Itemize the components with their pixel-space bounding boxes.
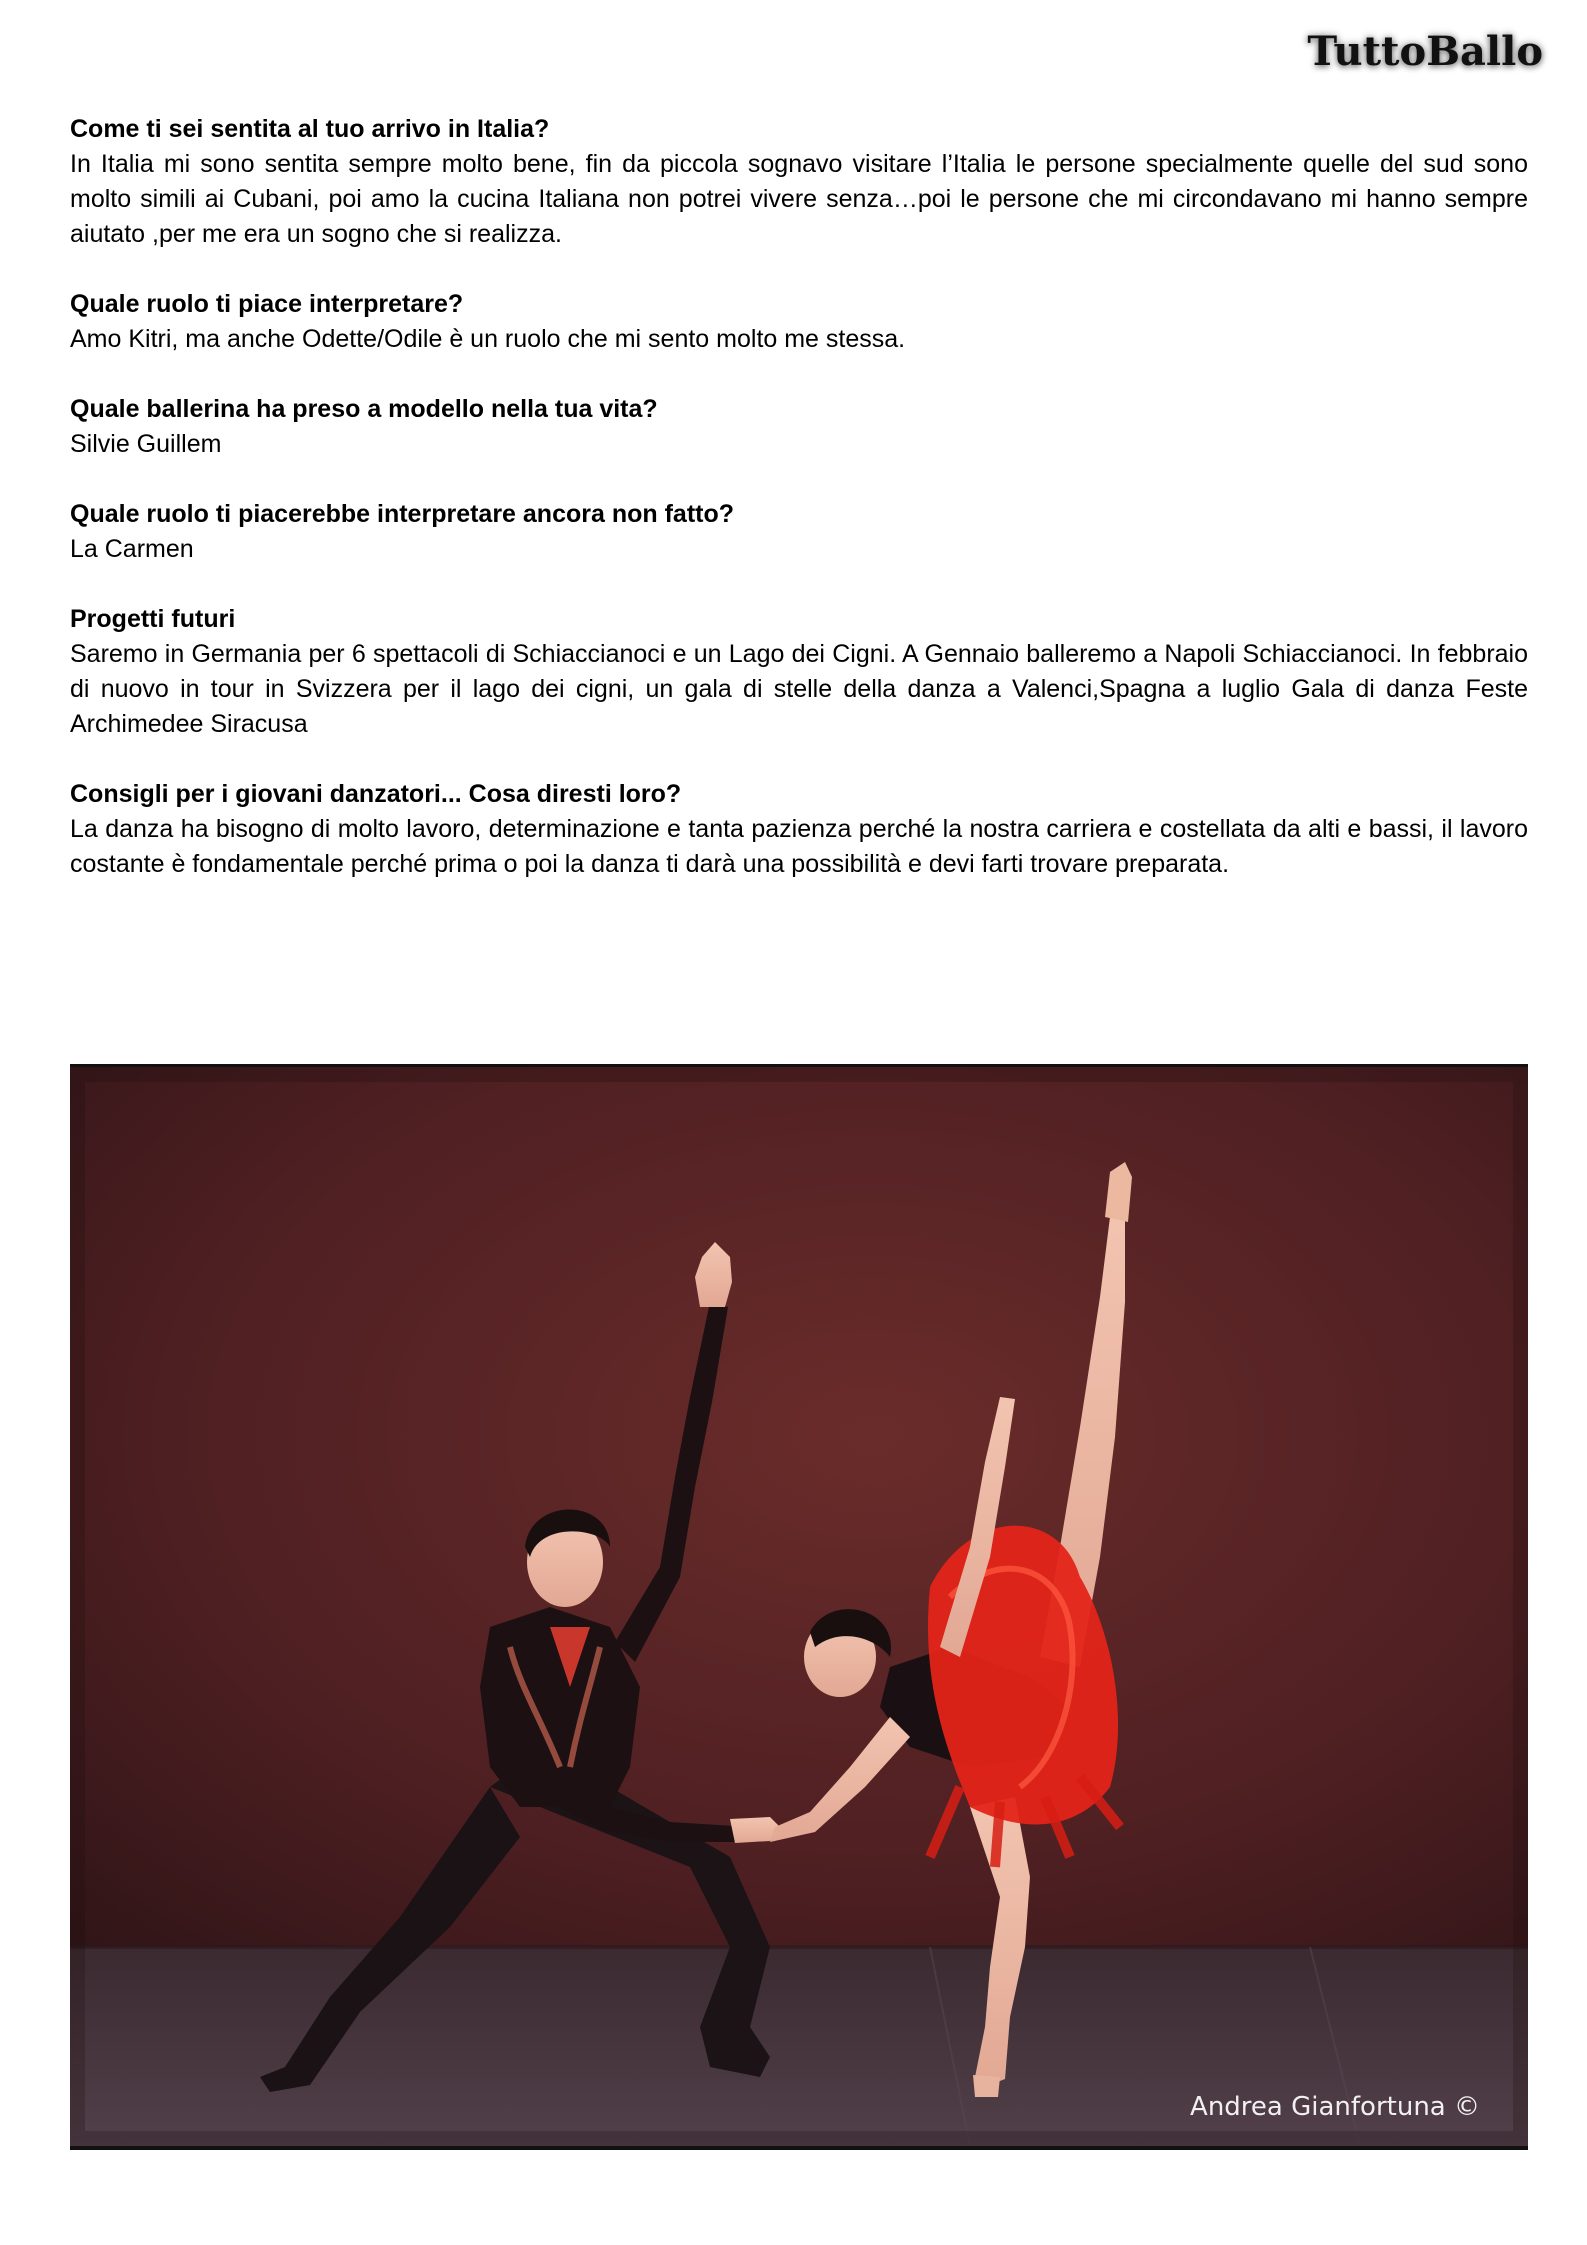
stage-backdrop <box>70 1067 1528 1987</box>
answer: Silvie Guillem <box>70 430 222 458</box>
question: Quale ruolo ti piace interpretare? <box>70 290 464 318</box>
interview-content <box>70 112 1528 917</box>
question: Consigli per i giovani danzatori... Cosa diresti loro? <box>70 780 682 808</box>
answer: Amo Kitri, ma anche Odette/Odile è un ruolo che mi sento molto me stessa. <box>70 325 906 353</box>
qa-item-role-model <box>70 392 1528 462</box>
ballet-dancers-illustration <box>70 1067 1528 2146</box>
photo-credit: Andrea Gianfortuna © <box>1190 2092 1480 2122</box>
site-logo: TuttoBallo <box>1307 28 1543 75</box>
answer: Saremo in Germania per 6 spettacoli di Schiaccianoci e un Lago dei Cigni. A Gennaio balleremo a Napoli Schiaccianoci. In febbraio di nuovo in tour in Svizzera per il lago dei cigni, un gala di stelle della danza a Valenci,Spagna a luglio Gala di danza Feste Archimedee Siracusa <box>70 640 1528 738</box>
qa-item-favorite-role <box>70 287 1528 357</box>
qa-item-advice <box>70 777 1528 882</box>
answer: In Italia mi sono sentita sempre molto bene, fin da piccola sognavo visitare l’Italia le persone specialmente quelle del sud sono molto simili ai Cubani, poi amo la cucina Italiana non potrei vivere senza…poi le persone che mi circondavano mi hanno sempre aiutato ,per me era un sogno che si realizza. <box>70 150 1528 248</box>
question: Quale ballerina ha preso a modello nella tua vita? <box>70 395 658 423</box>
answer: La danza ha bisogno di molto lavoro, determinazione e tanta pazienza perché la nostra carriera e costellata da alti e bassi, il lavoro costante è fondamentale perché prima o poi la danza ti darà una possibilità e devi farti trovare preparata. <box>70 815 1528 878</box>
qa-item-dream-role <box>70 497 1528 567</box>
question: Progetti futuri <box>70 605 236 633</box>
qa-item-arrival <box>70 112 1528 252</box>
question: Come ti sei sentita al tuo arrivo in Italia? <box>70 115 550 143</box>
ballet-photo <box>70 1064 1528 2150</box>
question: Quale ruolo ti piacerebbe interpretare ancora non fatto? <box>70 500 735 528</box>
answer: La Carmen <box>70 535 194 563</box>
qa-item-future-projects <box>70 602 1528 742</box>
